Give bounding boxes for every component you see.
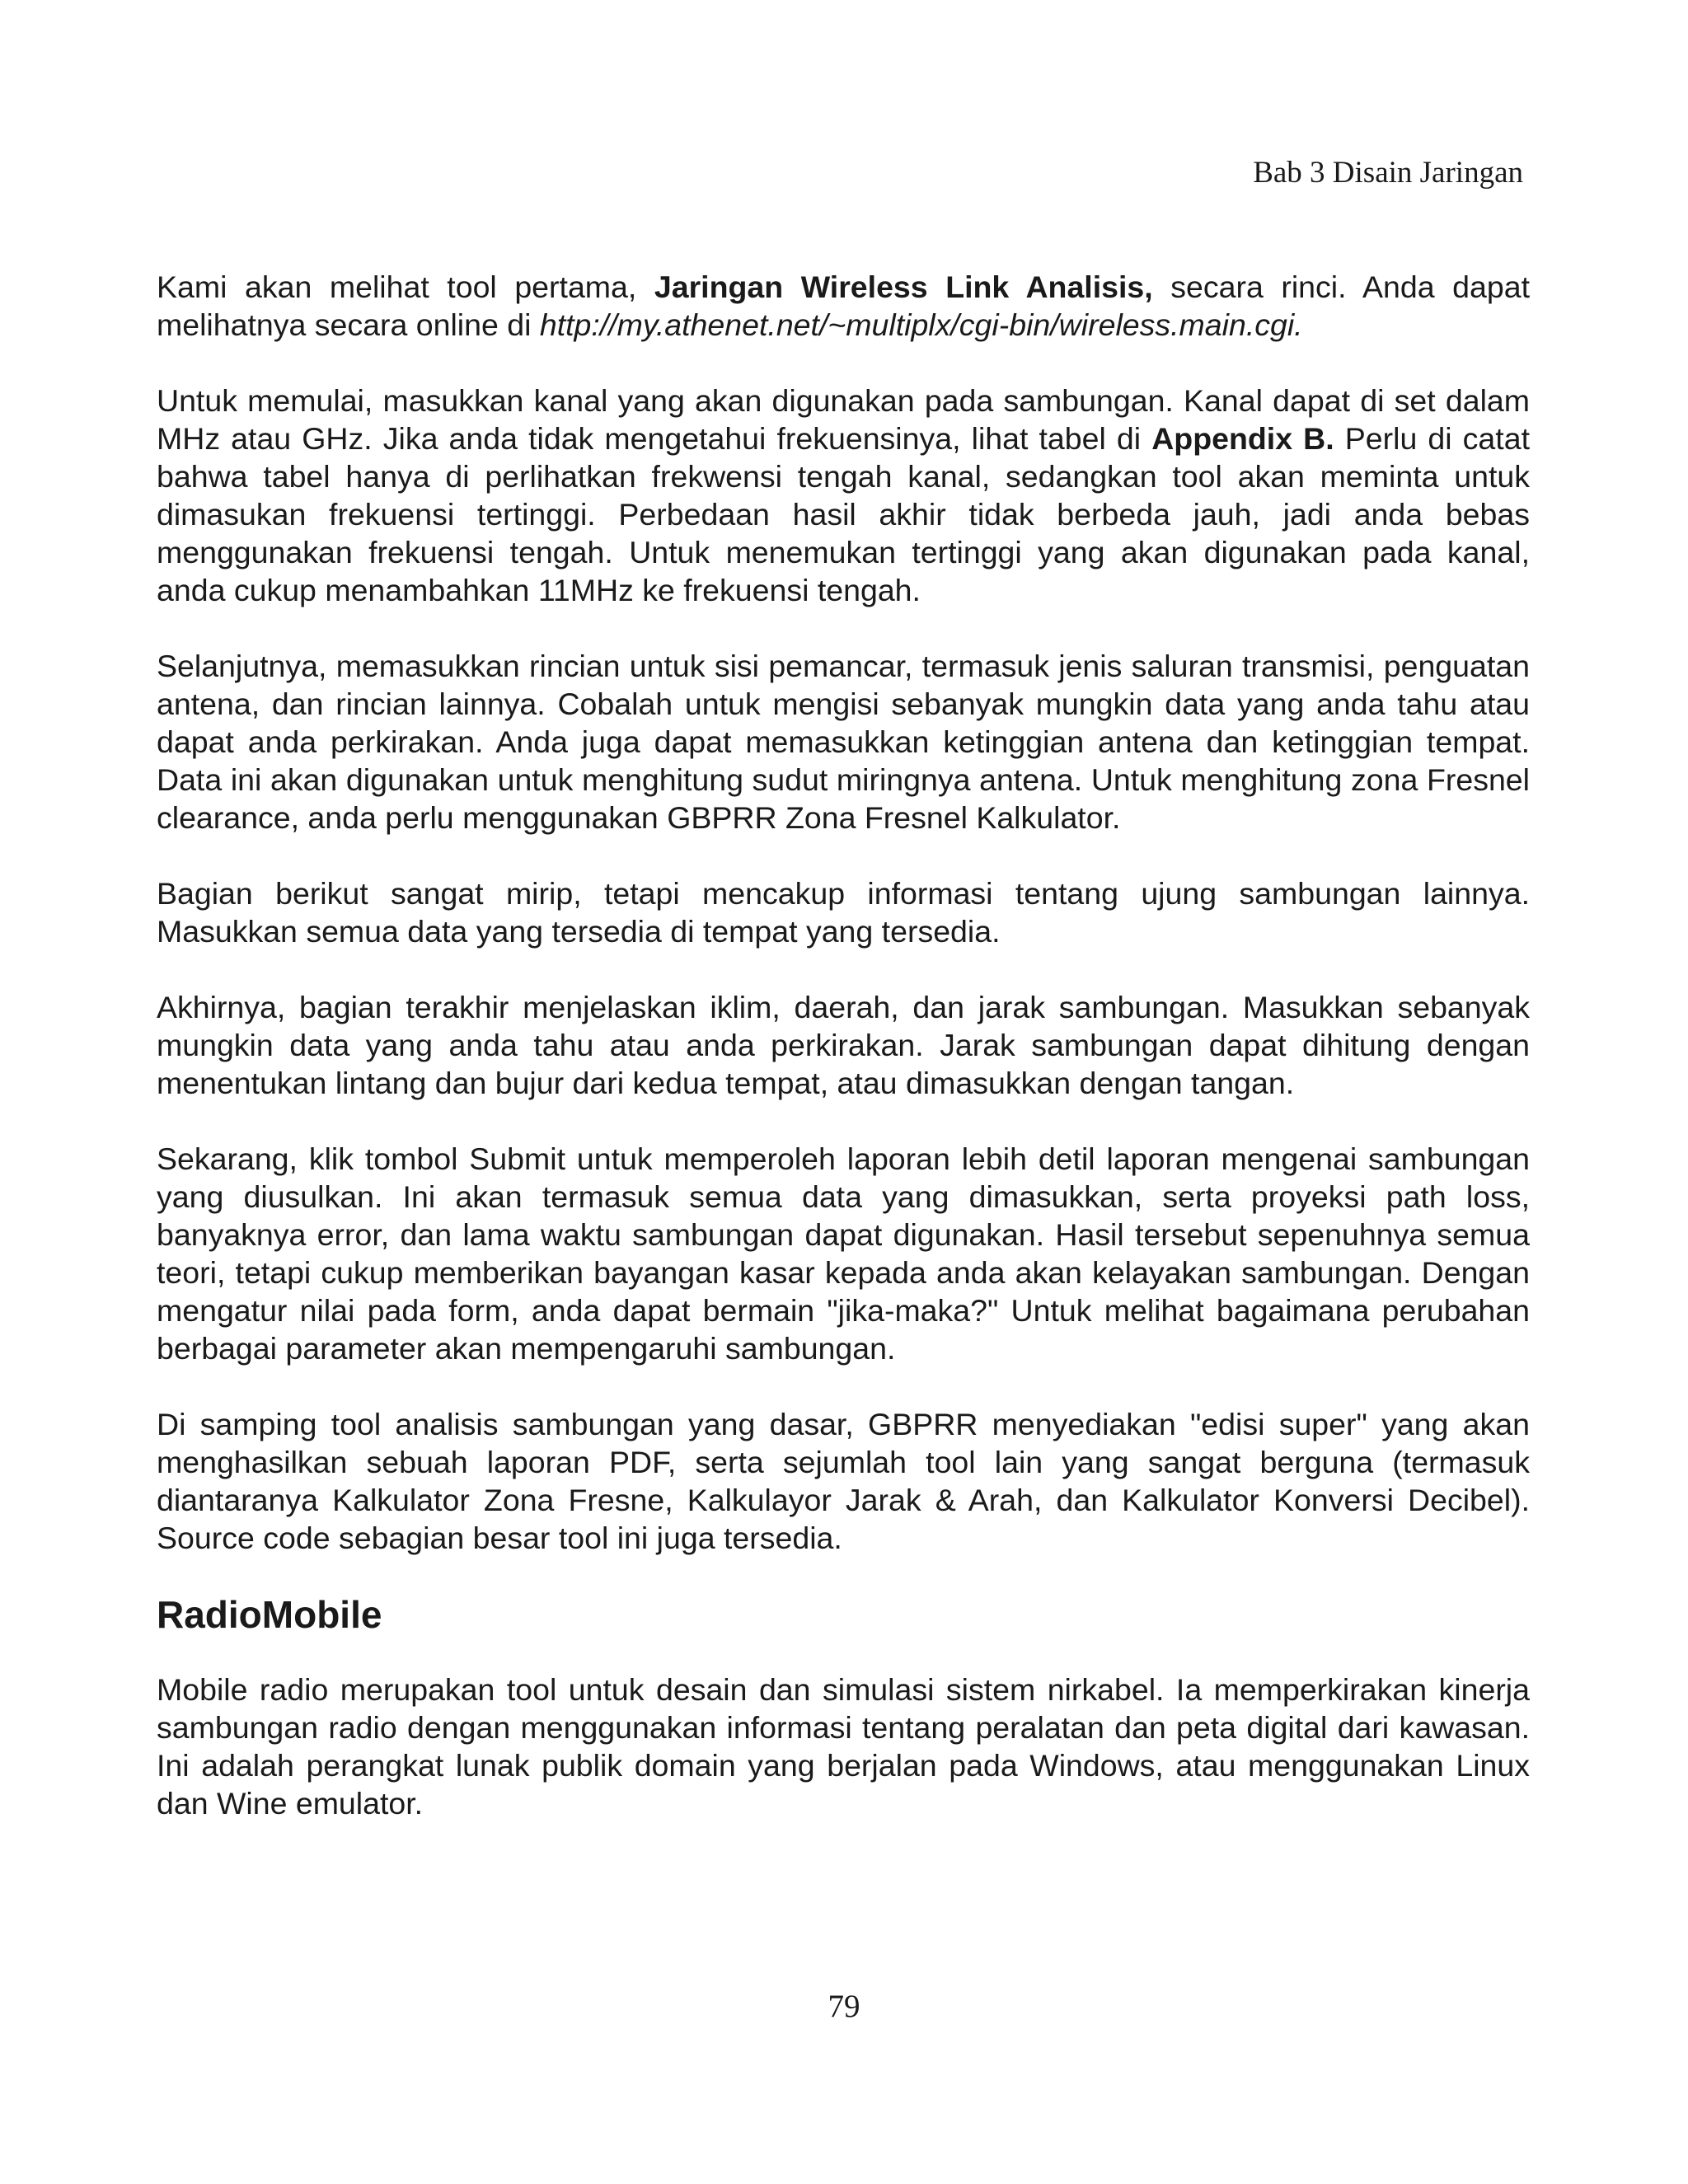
text-run: Untuk memulai, masukkan kanal yang akan digunakan pada sambungan. Kanal dapat di set dalam MHz atau GHz. Jika anda tidak mengetahui frekuensinya, lihat tabel di	[157, 383, 1530, 456]
paragraph-submit: Sekarang, klik tombol Submit untuk memperoleh laporan lebih detil laporan mengenai sambungan yang diusulkan. Ini akan termasuk semua data yang dimasukkan, serta proyeksi path loss, banyaknya error, dan lama waktu sambungan dapat digunakan. Hasil tersebut sepenuhnya semua teori, tetapi cukup memberikan bayangan kasar kepada anda akan kelayakan sambungan. Dengan mengatur nilai pada form, anda dapat bermain "jika-maka?" Untuk melihat bagaimana perubahan berbagai parameter akan mempengaruhi sambungan.	[157, 1141, 1530, 1366]
paragraph-transmitter: Selanjutnya, memasukkan rincian untuk sisi pemancar, termasuk jenis saluran transmisi, penguatan antena, dan rincian lainnya. Cobalah untuk mengisi sebanyak mungkin data yang anda tahu atau dapat anda perkirakan. Anda juga dapat memasukkan ketinggian antena dan ketinggian tempat. Data ini akan digunakan untuk menghitung sudut miringnya antena. Untuk menghitung zona Fresnel clearance, anda perlu menggunakan GBPRR Zona Fresnel Kalkulator.	[157, 649, 1530, 835]
paragraph-receiver: Bagian berikut sangat mirip, tetapi mencakup informasi tentang ujung sambungan lainnya. Masukkan semua data yang tersedia di tempat yang tersedia.	[157, 876, 1530, 949]
page-number: 79	[828, 1989, 860, 2024]
tool-url: http://my.athenet.net/~multiplx/cgi-bin/wireless.main.cgi.	[539, 307, 1303, 342]
section-heading: RadioMobile	[157, 1593, 382, 1636]
paragraph-radiomobile: Mobile radio merupakan tool untuk desain dan simulasi sistem nirkabel. Ia memperkirakan kinerja sambungan radio dengan menggunakan informasi tentang peralatan dan peta digital dari kawasan. Ini adalah perangkat lunak publik domain yang berjalan pada Windows, atau menggunakan Linux dan Wine emulator.	[157, 1672, 1530, 1821]
text-run: Perlu di catat bahwa tabel hanya di perlihatkan frekwensi tengah kanal, sedangkan tool akan meminta untuk dimasukan frekuensi tertinggi. Perbedaan hasil akhir tidak berbeda jauh, jadi anda bebas menggunakan frekuensi tengah. Untuk menemukan tertinggi yang akan digunakan pada kanal, anda cukup menambahkan 11MHz ke frekuensi tengah.	[157, 421, 1530, 607]
paragraph-channel	[157, 382, 1530, 609]
paragraph-super-edition: Di samping tool analisis sambungan yang dasar, GBPRR menyediakan "edisi super" yang akan menghasilkan sebuah laporan PDF, serta sejumlah tool lain yang sangat berguna (termasuk diantaranya Kalkulator Zona Fresne, Kalkulayor Jarak & Arah, dan Kalkulator Konversi Decibel). Source code sebagian besar tool ini juga tersedia.	[157, 1407, 1530, 1555]
bold-appendix-ref: Appendix B.	[1151, 421, 1334, 456]
page-body	[157, 268, 1530, 1860]
paragraph-climate: Akhirnya, bagian terakhir menjelaskan iklim, daerah, dan jarak sambungan. Masukkan sebanyak mungkin data yang anda tahu atau anda perkirakan. Jarak sambungan dapat dihitung dengan menentukan lintang dan bujur dari kedua tempat, atau dimasukkan dengan tangan.	[157, 990, 1530, 1100]
text-run: Kami akan melihat tool pertama,	[157, 269, 654, 304]
paragraph-intro	[157, 268, 1530, 344]
running-header: Bab 3 Disain Jaringan	[1253, 156, 1523, 190]
bold-tool-name: Jaringan Wireless Link Analisis,	[654, 269, 1153, 304]
text-run: secara rinci. Anda dapat melihatnya secara online di	[157, 269, 1530, 342]
